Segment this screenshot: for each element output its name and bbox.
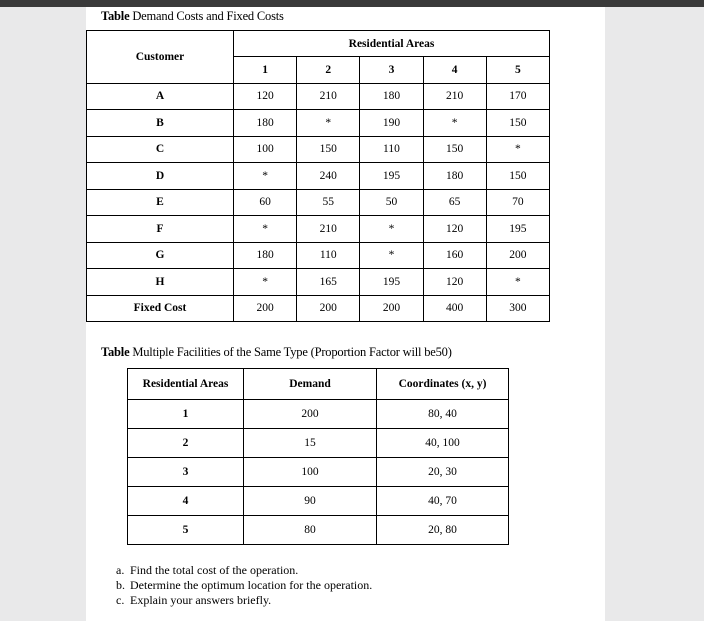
table-row (128, 429, 509, 458)
question-item (116, 563, 372, 578)
cost-cell: 110 (360, 136, 423, 163)
row-label: E (87, 189, 234, 216)
cost-cell: 150 (486, 163, 549, 190)
cost-cell: * (297, 110, 360, 137)
row-label: A (87, 83, 234, 110)
table-row (87, 136, 550, 163)
demand-cell: 90 (244, 487, 377, 516)
table-row (87, 269, 550, 296)
question-list (116, 563, 372, 608)
row-label: C (87, 136, 234, 163)
cost-cell: 240 (297, 163, 360, 190)
table-row (87, 295, 550, 322)
scrollbar[interactable] (696, 7, 704, 621)
demand-costs-table (86, 30, 550, 322)
cost-cell: * (234, 269, 297, 296)
table2-caption: Table Multiple Facilities of the Same Type (Proportion Factor will be50) (101, 345, 452, 359)
question-text: Determine the optimum location for the operation. (130, 578, 373, 592)
cost-cell: 195 (360, 269, 423, 296)
area-cell: 2 (128, 429, 244, 458)
table-row (128, 400, 509, 429)
cost-cell: 200 (486, 242, 549, 269)
cost-cell: 60 (234, 189, 297, 216)
coordinates-header: Coordinates (x, y) (377, 369, 509, 400)
demand-cell: 80 (244, 516, 377, 545)
cost-cell: * (234, 163, 297, 190)
cost-cell: 190 (360, 110, 423, 137)
table-row (87, 83, 550, 110)
cost-cell: 55 (297, 189, 360, 216)
demand-cell: 100 (244, 458, 377, 487)
cost-cell: 195 (486, 216, 549, 243)
area-number: 2 (297, 57, 360, 84)
cost-cell: * (423, 110, 486, 137)
cost-cell: 180 (360, 83, 423, 110)
cost-cell: 195 (360, 163, 423, 190)
coordinates-cell: 20, 80 (377, 516, 509, 545)
cost-cell: 70 (486, 189, 549, 216)
cost-cell: 50 (360, 189, 423, 216)
table-row (128, 458, 509, 487)
cost-cell: 100 (234, 136, 297, 163)
question-text: Find the total cost of the operation. (130, 563, 299, 577)
question-letter: b. (116, 578, 125, 592)
area-number: 4 (423, 57, 486, 84)
cost-cell: 170 (486, 83, 549, 110)
cost-cell: 210 (423, 83, 486, 110)
cost-cell: * (486, 269, 549, 296)
table-row (87, 216, 550, 243)
table-row (87, 110, 550, 137)
area-cell: 5 (128, 516, 244, 545)
coordinates-cell: 40, 100 (377, 429, 509, 458)
area-number: 1 (234, 57, 297, 84)
cost-cell: 150 (297, 136, 360, 163)
area-number: 3 (360, 57, 423, 84)
row-label: G (87, 242, 234, 269)
cost-cell: 400 (423, 295, 486, 322)
question-letter: a. (116, 563, 125, 577)
cost-cell: 150 (486, 110, 549, 137)
cost-cell: 120 (423, 216, 486, 243)
cost-cell: 180 (234, 110, 297, 137)
cost-cell: 200 (297, 295, 360, 322)
row-label: D (87, 163, 234, 190)
cost-cell: * (234, 216, 297, 243)
cost-cell: 110 (297, 242, 360, 269)
cost-cell: * (486, 136, 549, 163)
cost-cell: 65 (423, 189, 486, 216)
coordinates-cell: 20, 30 (377, 458, 509, 487)
cost-cell: 120 (423, 269, 486, 296)
customer-header: Customer (87, 31, 234, 84)
cost-cell: 300 (486, 295, 549, 322)
cost-cell: 160 (423, 242, 486, 269)
cost-cell: 200 (360, 295, 423, 322)
residential-areas-header: Residential Areas (128, 369, 244, 400)
cost-cell: 180 (423, 163, 486, 190)
top-bar (0, 0, 704, 7)
cost-cell: 180 (234, 242, 297, 269)
cost-cell: 210 (297, 83, 360, 110)
document-page (86, 7, 605, 621)
row-label: B (87, 110, 234, 137)
area-cell: 3 (128, 458, 244, 487)
row-label: H (87, 269, 234, 296)
cost-cell: * (360, 242, 423, 269)
cost-cell: 210 (297, 216, 360, 243)
table-row (128, 487, 509, 516)
coordinates-cell: 40, 70 (377, 487, 509, 516)
table-row (87, 189, 550, 216)
question-letter: c. (116, 593, 125, 607)
table-row (87, 242, 550, 269)
cost-cell: 200 (234, 295, 297, 322)
area-cell: 4 (128, 487, 244, 516)
demand-cell: 200 (244, 400, 377, 429)
question-item (116, 593, 372, 608)
demand-cell: 15 (244, 429, 377, 458)
row-label: Fixed Cost (87, 295, 234, 322)
row-label: F (87, 216, 234, 243)
question-item (116, 578, 372, 593)
cost-cell: 150 (423, 136, 486, 163)
table-header-row (128, 369, 509, 400)
question-text: Explain your answers briefly. (130, 593, 272, 607)
facilities-table (127, 368, 509, 545)
demand-header: Demand (244, 369, 377, 400)
table-row (128, 516, 509, 545)
table1-caption: Table Demand Costs and Fixed Costs (101, 9, 284, 23)
coordinates-cell: 80, 40 (377, 400, 509, 429)
table-row (87, 163, 550, 190)
residential-areas-header: Residential Areas (234, 31, 550, 57)
area-cell: 1 (128, 400, 244, 429)
cost-cell: 120 (234, 83, 297, 110)
area-number: 5 (486, 57, 549, 84)
cost-cell: * (360, 216, 423, 243)
cost-cell: 165 (297, 269, 360, 296)
